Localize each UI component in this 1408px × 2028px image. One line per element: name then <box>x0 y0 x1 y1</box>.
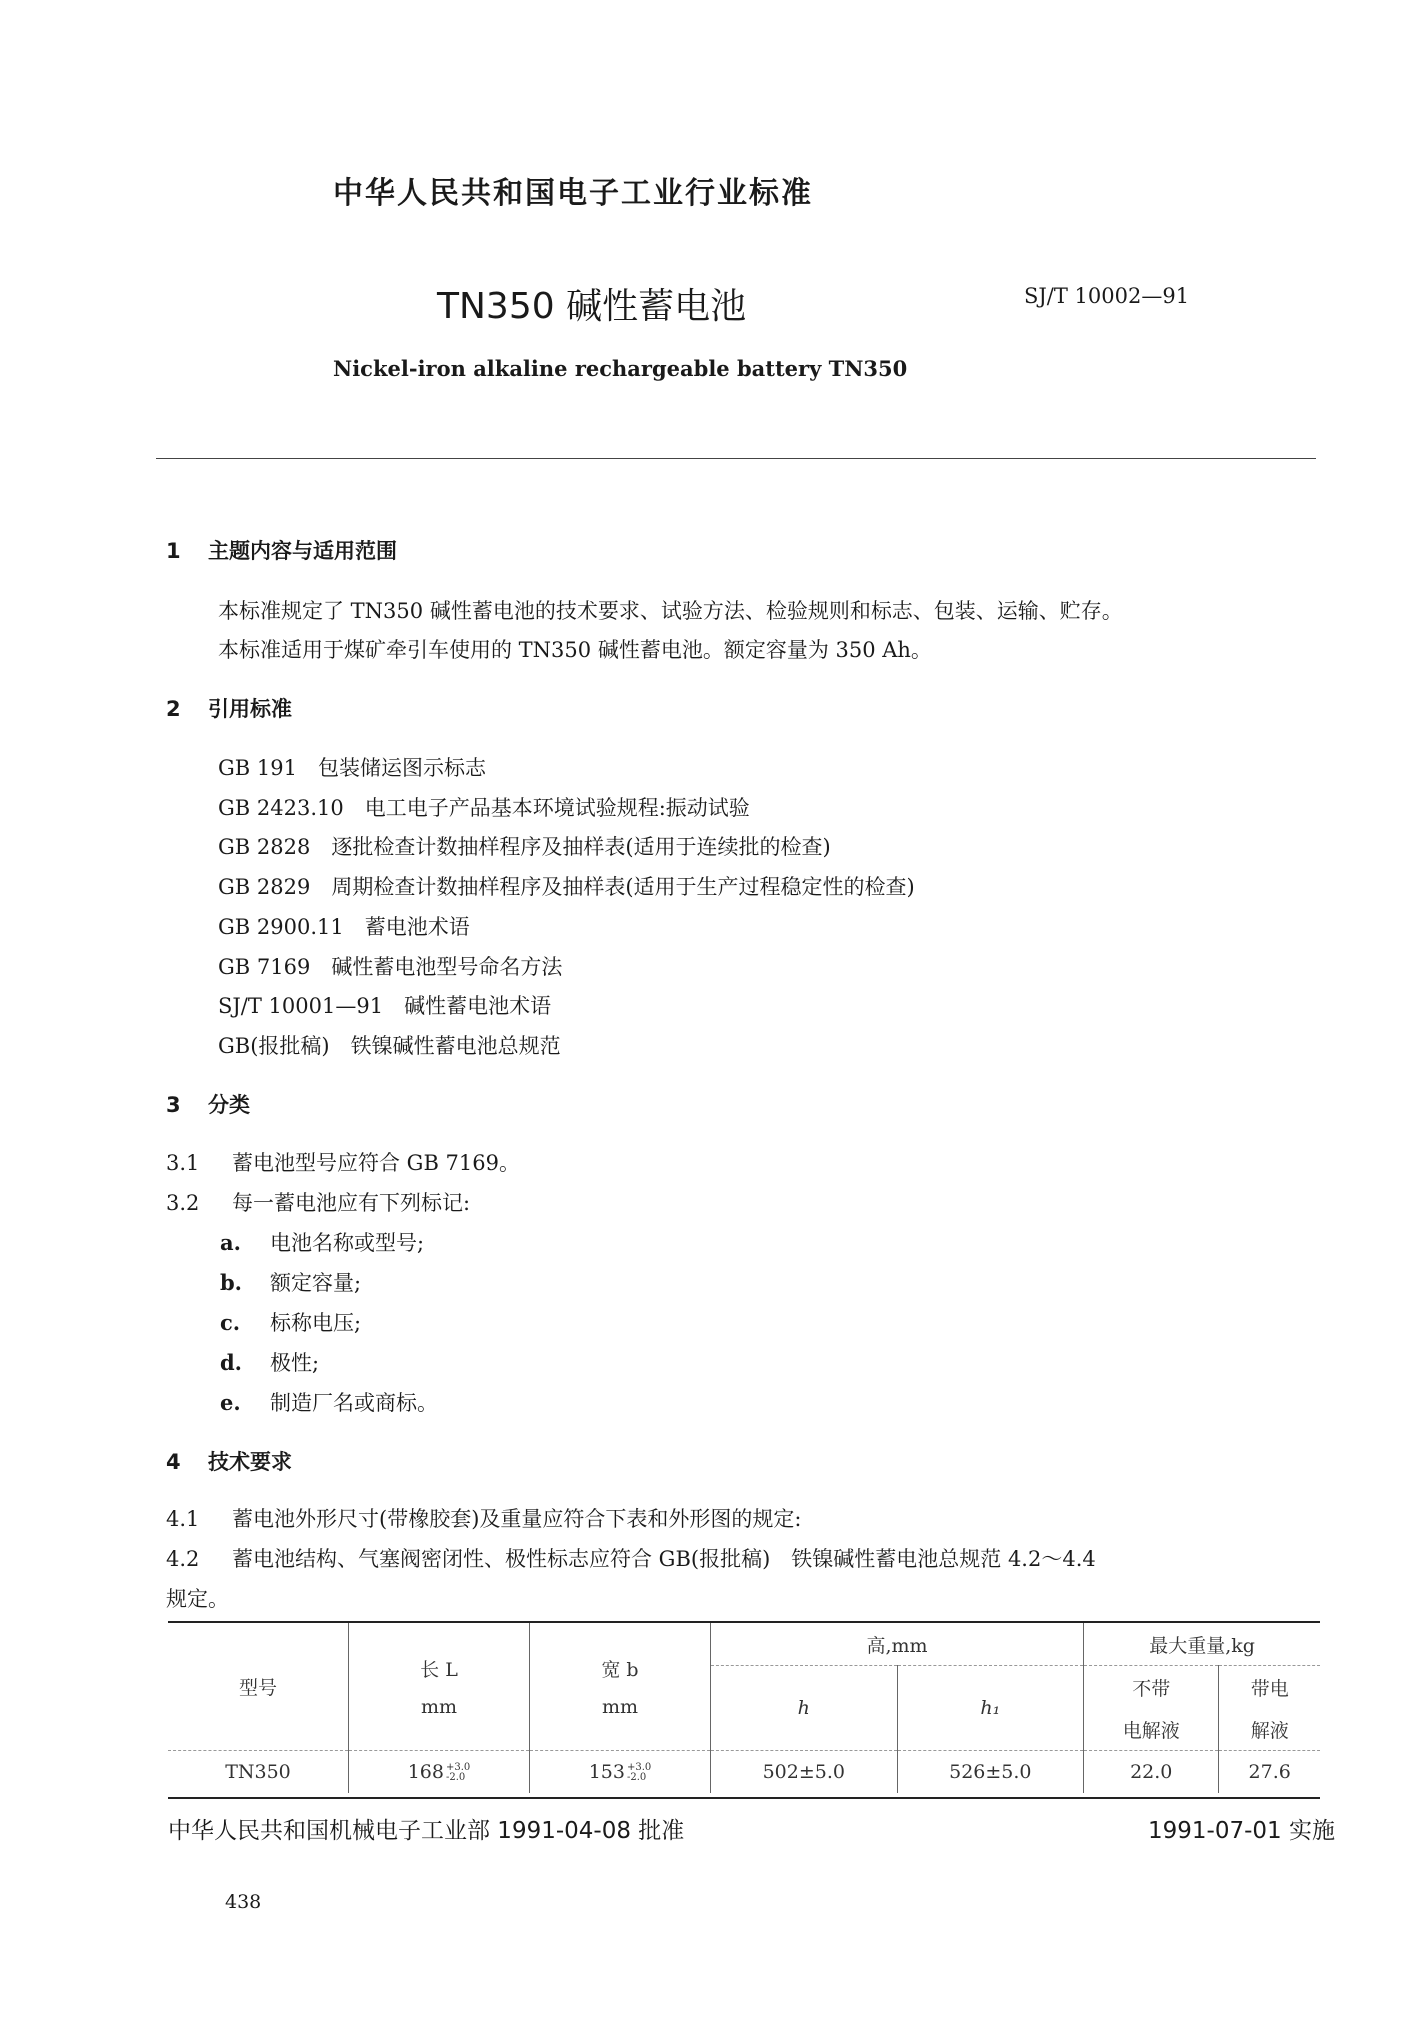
page-number: 438 <box>225 1891 262 1913</box>
reference-item: GB 7169 碱性蓄电池型号命名方法 <box>218 955 563 979</box>
clause-text: 蓄电池外形尺寸(带橡胶套)及重量应符合下表和外形图的规定: <box>232 1507 802 1531</box>
tolerance <box>446 1763 470 1783</box>
header-rule <box>156 458 1316 459</box>
header-label: 长 L <box>420 1659 458 1681</box>
standard-code: SJ/T 10002—91 <box>1024 284 1190 308</box>
list-item-label: b. <box>220 1270 242 1295</box>
cell-h: 502±5.0 <box>711 1751 898 1794</box>
list-item <box>220 1227 424 1257</box>
clause-text: 蓄电池型号应符合 GB 7169。 <box>232 1151 521 1175</box>
table-header-h1: h₁ <box>897 1666 1084 1751</box>
reference-item: GB(报批稿) 铁镍碱性蓄电池总规范 <box>218 1034 561 1058</box>
section-number: 2 <box>166 697 181 721</box>
header-unit: mm <box>601 1696 639 1718</box>
cell-value: 153 <box>588 1761 625 1783</box>
implementation-date: 1991-07-01 实施 <box>1148 1818 1335 1844</box>
clause-number: 3.2 <box>166 1191 200 1215</box>
cell-value: 168 <box>407 1761 444 1783</box>
table-header-no-electrolyte: 不带 <box>1084 1666 1219 1709</box>
document-title: TN350 碱性蓄电池 <box>437 286 747 327</box>
header-label: 宽 b <box>601 1659 639 1681</box>
clause-text: 蓄电池结构、气塞阀密闭性、极性标志应符合 GB(报批稿) 铁镍碱性蓄电池总规范 4.2～4.4 <box>232 1547 1096 1571</box>
paragraph: 本标准适用于煤矿牵引车使用的 TN350 碱性蓄电池。额定容量为 350 Ah。 <box>218 638 932 662</box>
clause-number: 4.1 <box>166 1507 200 1531</box>
table-header-width <box>530 1622 711 1751</box>
list-item <box>220 1267 361 1297</box>
section-number: 4 <box>166 1450 181 1474</box>
tolerance <box>627 1763 651 1783</box>
tolerance-upper: +3.0 <box>445 1762 471 1773</box>
reference-item: SJ/T 10001—91 碱性蓄电池术语 <box>218 994 552 1018</box>
english-title: Nickel-iron alkaline rechargeable battery TN350 <box>333 356 908 381</box>
table-header-model: 型号 <box>168 1622 349 1751</box>
table-header-h: h <box>711 1666 898 1751</box>
reference-item: GB 2829 周期检查计数抽样程序及抽样表(适用于生产过程稳定性的检查) <box>218 875 915 899</box>
section-title: 主题内容与适用范围 <box>208 539 397 563</box>
ministry-standard-heading: 中华人民共和国电子工业行业标准 <box>333 176 813 211</box>
table-header-no-electrolyte: 电解液 <box>1084 1708 1219 1751</box>
section-2-heading <box>166 693 292 723</box>
section-3-heading <box>166 1089 250 1119</box>
table-header-with-electrolyte: 带电 <box>1250 1677 1289 1700</box>
table-header-row <box>168 1622 1320 1666</box>
clause-4-1 <box>166 1503 801 1533</box>
cell-width <box>530 1751 711 1794</box>
dimensions-weight-table <box>168 1621 1320 1793</box>
tolerance-upper: +3.0 <box>626 1762 652 1773</box>
clause-number: 4.2 <box>166 1547 200 1571</box>
list-item <box>220 1387 438 1417</box>
cell-weight-wet: 27.6 <box>1248 1761 1291 1783</box>
list-item-label: c. <box>220 1310 241 1335</box>
list-item-text: 额定容量; <box>270 1271 362 1295</box>
cell-length <box>349 1751 530 1794</box>
clause-text: 每一蓄电池应有下列标记: <box>232 1191 471 1215</box>
clause-number: 3.1 <box>166 1151 200 1175</box>
reference-item: GB 2423.10 电工电子产品基本环境试验规程:振动试验 <box>218 796 750 820</box>
section-title: 技术要求 <box>208 1450 292 1474</box>
reference-item: GB 2828 逐批检查计数抽样程序及抽样表(适用于连续批的检查) <box>218 835 831 859</box>
section-title: 引用标准 <box>208 697 292 721</box>
section-4-heading <box>166 1446 292 1476</box>
list-item-label: e. <box>220 1390 241 1415</box>
clause-4-2 <box>166 1543 1096 1573</box>
reference-item: GB 2900.11 蓄电池术语 <box>218 915 470 939</box>
list-item <box>220 1347 319 1377</box>
approval-line: 中华人民共和国机械电子工业部 1991-04-08 批准 <box>168 1818 685 1844</box>
table-row <box>168 1751 1320 1794</box>
reference-item: GB 191 包装储运图示标志 <box>218 756 486 780</box>
section-number: 1 <box>166 539 181 563</box>
section-title: 分类 <box>208 1093 250 1117</box>
footer-rule <box>168 1797 1320 1799</box>
list-item-text: 电池名称或型号; <box>270 1231 425 1255</box>
clause-3-2 <box>166 1187 470 1217</box>
list-item <box>220 1307 361 1337</box>
section-number: 3 <box>166 1093 181 1117</box>
section-1-heading <box>166 535 397 565</box>
cell-model: TN350 <box>168 1751 349 1794</box>
paragraph: 本标准规定了 TN350 碱性蓄电池的技术要求、试验方法、检验规则和标志、包装、运输、贮存。 <box>218 599 1123 623</box>
tolerance-lower: -2.0 <box>445 1772 466 1783</box>
list-item-text: 极性; <box>270 1351 320 1375</box>
list-item-label: d. <box>220 1350 242 1375</box>
tolerance-lower: -2.0 <box>626 1772 647 1783</box>
list-item-label: a. <box>220 1230 241 1255</box>
table-header-height: 高,mm <box>711 1622 1084 1666</box>
table-header-length <box>349 1622 530 1751</box>
cell-h1: 526±5.0 <box>897 1751 1084 1794</box>
list-item-text: 制造厂名或商标。 <box>270 1391 438 1415</box>
list-item-text: 标称电压; <box>270 1311 362 1335</box>
cell-weight-dry: 22.0 <box>1084 1751 1219 1794</box>
table-header-with-electrolyte: 解液 <box>1219 1708 1320 1751</box>
header-unit: mm <box>420 1696 458 1718</box>
clause-continuation: 规定。 <box>166 1587 229 1611</box>
clause-3-1 <box>166 1147 520 1177</box>
table-header-weight: 最大重量,kg <box>1084 1622 1320 1666</box>
